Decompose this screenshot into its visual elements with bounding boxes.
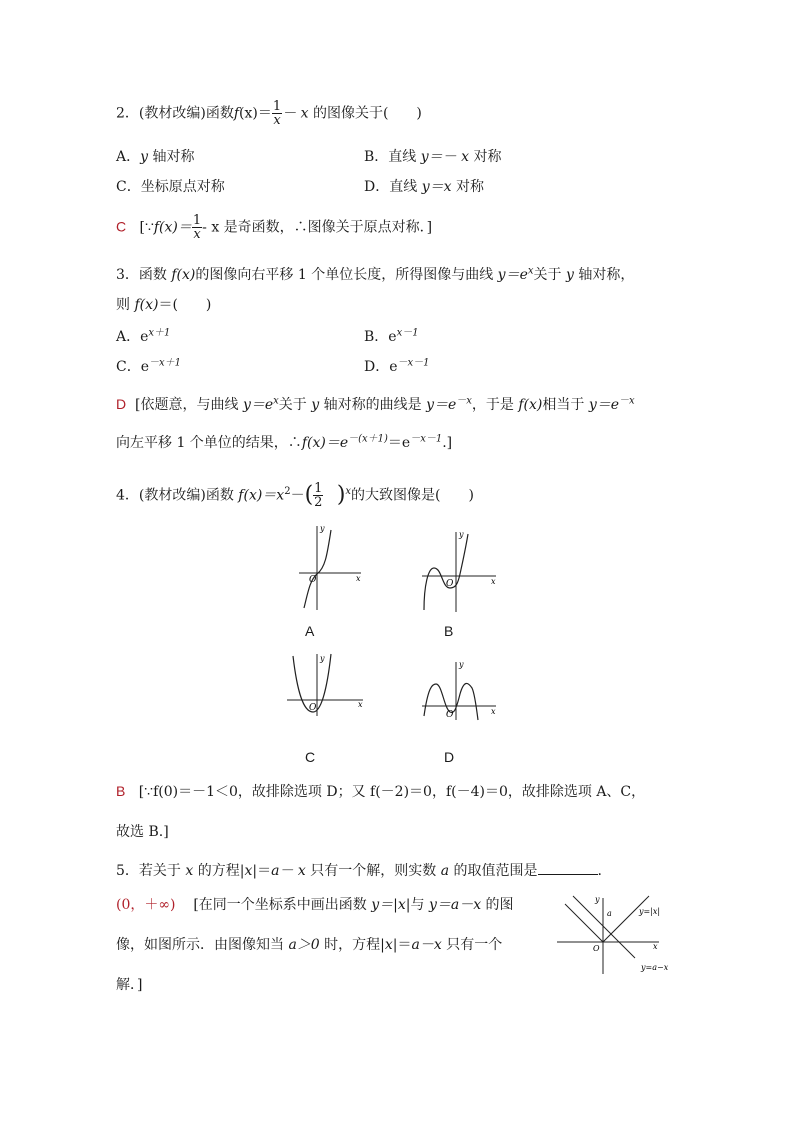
q3-option-c[interactable]: C．$e^{-x+1}$ (116, 357, 182, 375)
q4-stem: 4．(教材改编)函数 $f(x)=x^2-$( $\frac{1}{2}$ )$^x$的大致图像是( ) (116, 481, 474, 510)
q5-figure (555, 894, 675, 974)
svg-text:y: y (459, 660, 464, 669)
q2-stem: 2．(教材改编)函数f(x)＝ $\frac{1}{x}$ － x 的图像关于( ) (116, 99, 422, 128)
q4-solution-line1: B [∵f(0)＝－1＜0，故排除选项 D；又 f(－2)＝0，f(－4)＝0，故排除选项 A、C， (116, 783, 646, 800)
q3-option-a[interactable]: A．$e^{x+1}$ (116, 327, 171, 345)
graph-option-d[interactable] (418, 658, 500, 724)
graph-option-c[interactable] (283, 650, 367, 720)
svg-text:a: a (607, 909, 612, 918)
svg-text:x: x (491, 577, 496, 586)
q3-stem-line1: 3．函数 f(x)的图像向右平移 1 个单位长度，所得图像与曲线 $y=e^x$关于 y 轴对称， (116, 265, 635, 283)
q4-solution-line2: 故选 B.] (116, 824, 169, 840)
svg-text:y: y (320, 524, 325, 533)
q3-solution-line1: D [依题意，与曲线 $y=e^x$关于 y 轴对称的曲线是 $y=e^{-x}$，于是 f(x)相当于 $y=e^{-x}$ (116, 395, 635, 413)
q2-option-a[interactable]: A．y 轴对称 (116, 149, 195, 165)
q3-option-d[interactable]: D．$e^{-x-1}$ (364, 357, 430, 375)
graph-label-a: A (305, 623, 315, 639)
graph-label-d: D (444, 749, 455, 765)
svg-text:O: O (446, 579, 454, 589)
q2-option-b[interactable]: B．直线 y＝－ x 对称 (364, 149, 502, 165)
q3-stem-line2: 则 f(x)＝( ) (116, 297, 212, 313)
answer-blank[interactable] (538, 862, 598, 875)
answer-badge: B (116, 783, 126, 799)
svg-text:y: y (320, 654, 325, 663)
svg-text:x: x (653, 942, 658, 951)
svg-text:y=a−x: y=a−x (641, 963, 669, 972)
svg-text:x: x (356, 574, 361, 583)
q2-option-c[interactable]: C．坐标原点对称 (116, 179, 225, 195)
graph-option-a[interactable] (295, 522, 365, 612)
fraction: $\frac{1}{x}$ (272, 99, 282, 128)
q3-option-b[interactable]: B．$e^{x-1}$ (364, 327, 419, 345)
q5-solution-line2: 像，如图所示．由图像知当 a＞0 时，方程|x|＝a－x 只有一个 (116, 937, 503, 953)
answer-badge: D (116, 396, 127, 412)
svg-text:O: O (593, 944, 600, 953)
svg-text:x: x (358, 700, 363, 709)
q5-solution-line1: (0，＋∞) [在同一个坐标系中画出函数 y＝|x|与 y＝a－x 的图 (116, 897, 514, 913)
svg-text:O: O (446, 710, 454, 720)
question-number: 2． (116, 105, 139, 122)
q3-solution-line2: 向左平移 1 个单位的结果，$\therefore f(x)=e^{-(x+1)}=e^{-x-1}$.] (116, 433, 453, 451)
svg-text:y: y (595, 895, 600, 904)
svg-text:y=|x|: y=|x| (639, 907, 661, 916)
svg-text:y: y (459, 530, 464, 539)
graph-label-b: B (444, 623, 454, 639)
svg-text:O: O (309, 703, 317, 713)
svg-text:O: O (309, 575, 317, 585)
answer-badge: C (116, 218, 127, 235)
q2-option-d[interactable]: D．直线 y＝x 对称 (364, 179, 484, 195)
q2-solution: C [∵f(x)＝ $\frac{1}{x}$ - x 是奇函数，∴图像关于原点对称．] (116, 213, 433, 242)
q5-stem: 5．若关于 x 的方程|x|＝a－ x 只有一个解，则实数 a 的取值范围是 . (116, 863, 602, 879)
graph-label-c: C (305, 749, 316, 765)
answer-badge: (0，＋∞) (116, 897, 176, 913)
q5-solution-line3: 解．] (116, 977, 143, 993)
graph-option-b[interactable] (418, 528, 500, 614)
svg-text:x: x (491, 707, 496, 716)
